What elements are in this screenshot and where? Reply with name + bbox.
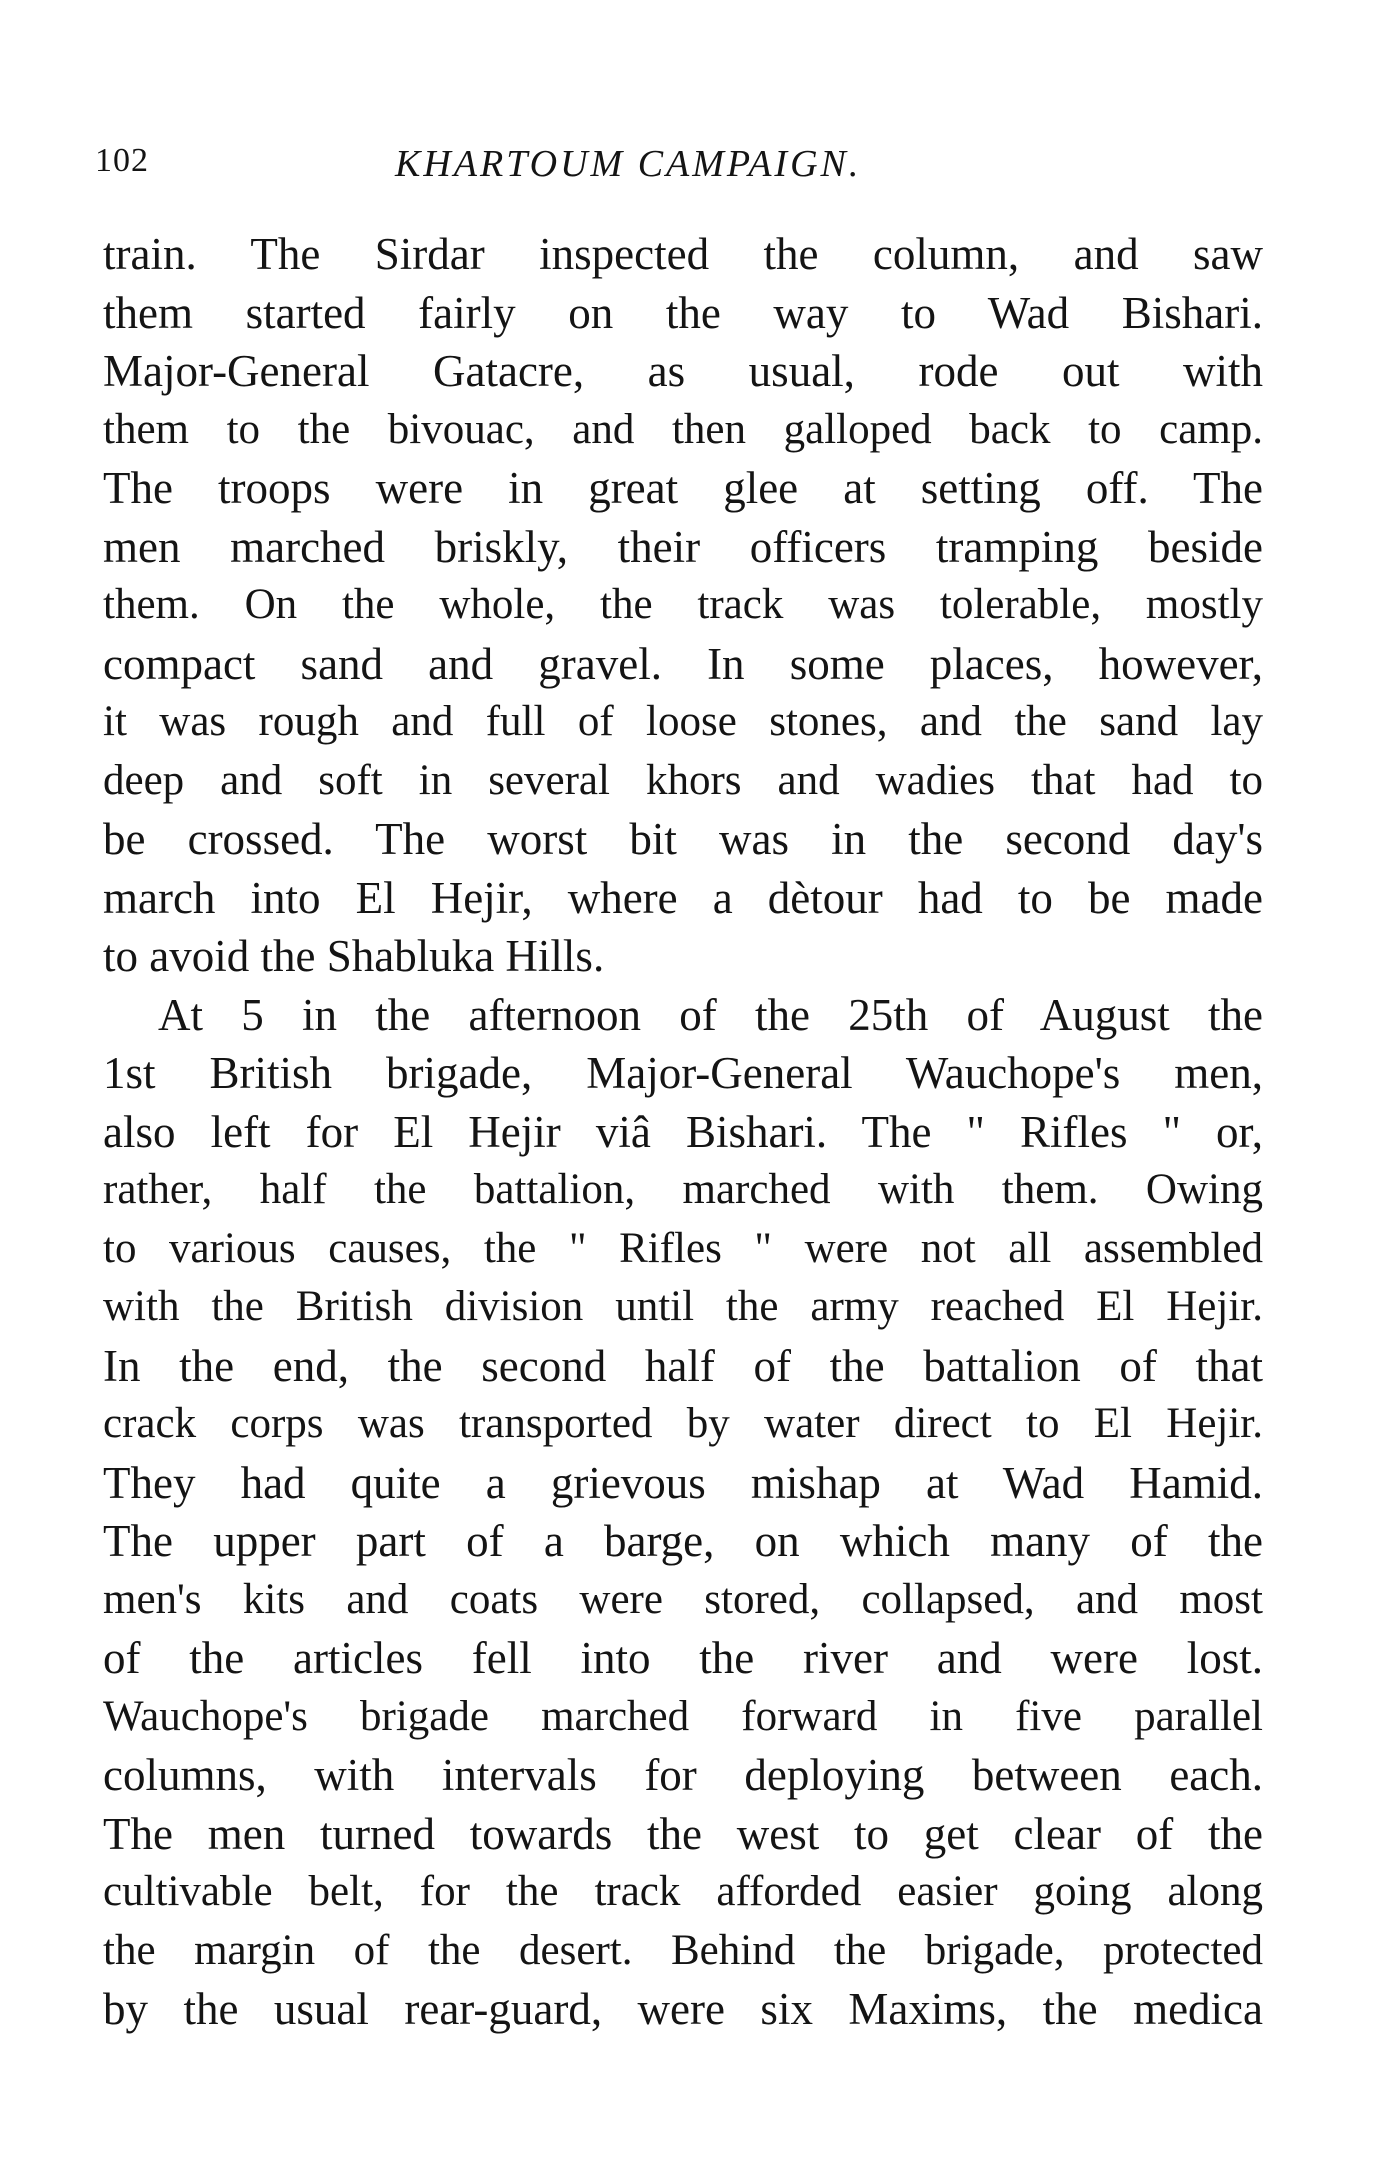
text-line: men marched briskly, their officers tramping beside — [103, 521, 1263, 572]
text-line: The upper part of a barge, on which many of the — [103, 1516, 1263, 1566]
text-line: 1st British brigade, Major-General Wauchope's men, — [103, 1048, 1263, 1098]
running-title: KHARTOUM CAMPAIGN. — [395, 143, 862, 185]
text-line: with the British division until the army reached El Hejir. — [103, 1283, 1263, 1330]
text-line: to various causes, the " Rifles " were not all assembled — [103, 1224, 1263, 1272]
text-line: them started fairly on the way to Wad Bishari. — [103, 287, 1263, 338]
text-line: of the articles fell into the river and were lost. — [103, 1633, 1263, 1683]
text-line: Major-General Gatacre, as usual, rode out with — [103, 346, 1263, 396]
text-line: it was rough and full of loose stones, and the sand lay — [103, 698, 1263, 745]
text-line: The men turned towards the west to get clear of the — [103, 1808, 1263, 1859]
paragraph-last-line: to avoid the Shabluka Hills. — [103, 931, 605, 981]
paragraph-first-line: At 5 in the afternoon of the 25th of August the — [158, 989, 1263, 1040]
body-text — [103, 225, 1263, 2039]
text-line: crack corps was transported by water direct to El Hejir. — [103, 1400, 1263, 1447]
text-line: The troops were in great glee at setting off. The — [103, 463, 1263, 513]
text-line: march into El Hejir, where a dètour had to be made — [103, 872, 1263, 923]
text-line: cultivable belt, for the track afforded easier going along — [103, 1868, 1263, 1915]
text-line: them. On the whole, the track was tolerable, mostly — [103, 581, 1263, 628]
page-number: 102 — [95, 142, 149, 179]
text-line: compact sand and gravel. In some places, however, — [103, 638, 1263, 689]
text-line: In the end, the second half of the battalion of that — [103, 1340, 1263, 1391]
text-line: by the usual rear-guard, were six Maxims, the medica — [103, 1984, 1263, 2034]
text-line: train. The Sirdar inspected the column, and saw — [103, 229, 1263, 279]
text-line: men's kits and coats were stored, collapsed, and most — [103, 1575, 1263, 1623]
text-line: columns, with intervals for deploying between each. — [103, 1750, 1263, 1800]
text-line: rather, half the battalion, marched with them. Owing — [103, 1166, 1263, 1213]
running-head — [95, 142, 1270, 192]
text-line: deep and soft in several khors and wadies that had to — [103, 756, 1263, 804]
text-line: Wauchope's brigade marched forward in five parallel — [103, 1692, 1263, 1740]
text-line: the margin of the desert. Behind the brigade, protected — [103, 1926, 1263, 1974]
text-line: They had quite a grievous mishap at Wad Hamid. — [103, 1457, 1263, 1508]
text-line: be crossed. The worst bit was in the second day's — [103, 814, 1263, 864]
text-line: also left for El Hejir viâ Bishari. The " Rifles " or, — [103, 1106, 1263, 1157]
text-line: them to the bivouac, and then galloped back to camp. — [103, 405, 1263, 453]
